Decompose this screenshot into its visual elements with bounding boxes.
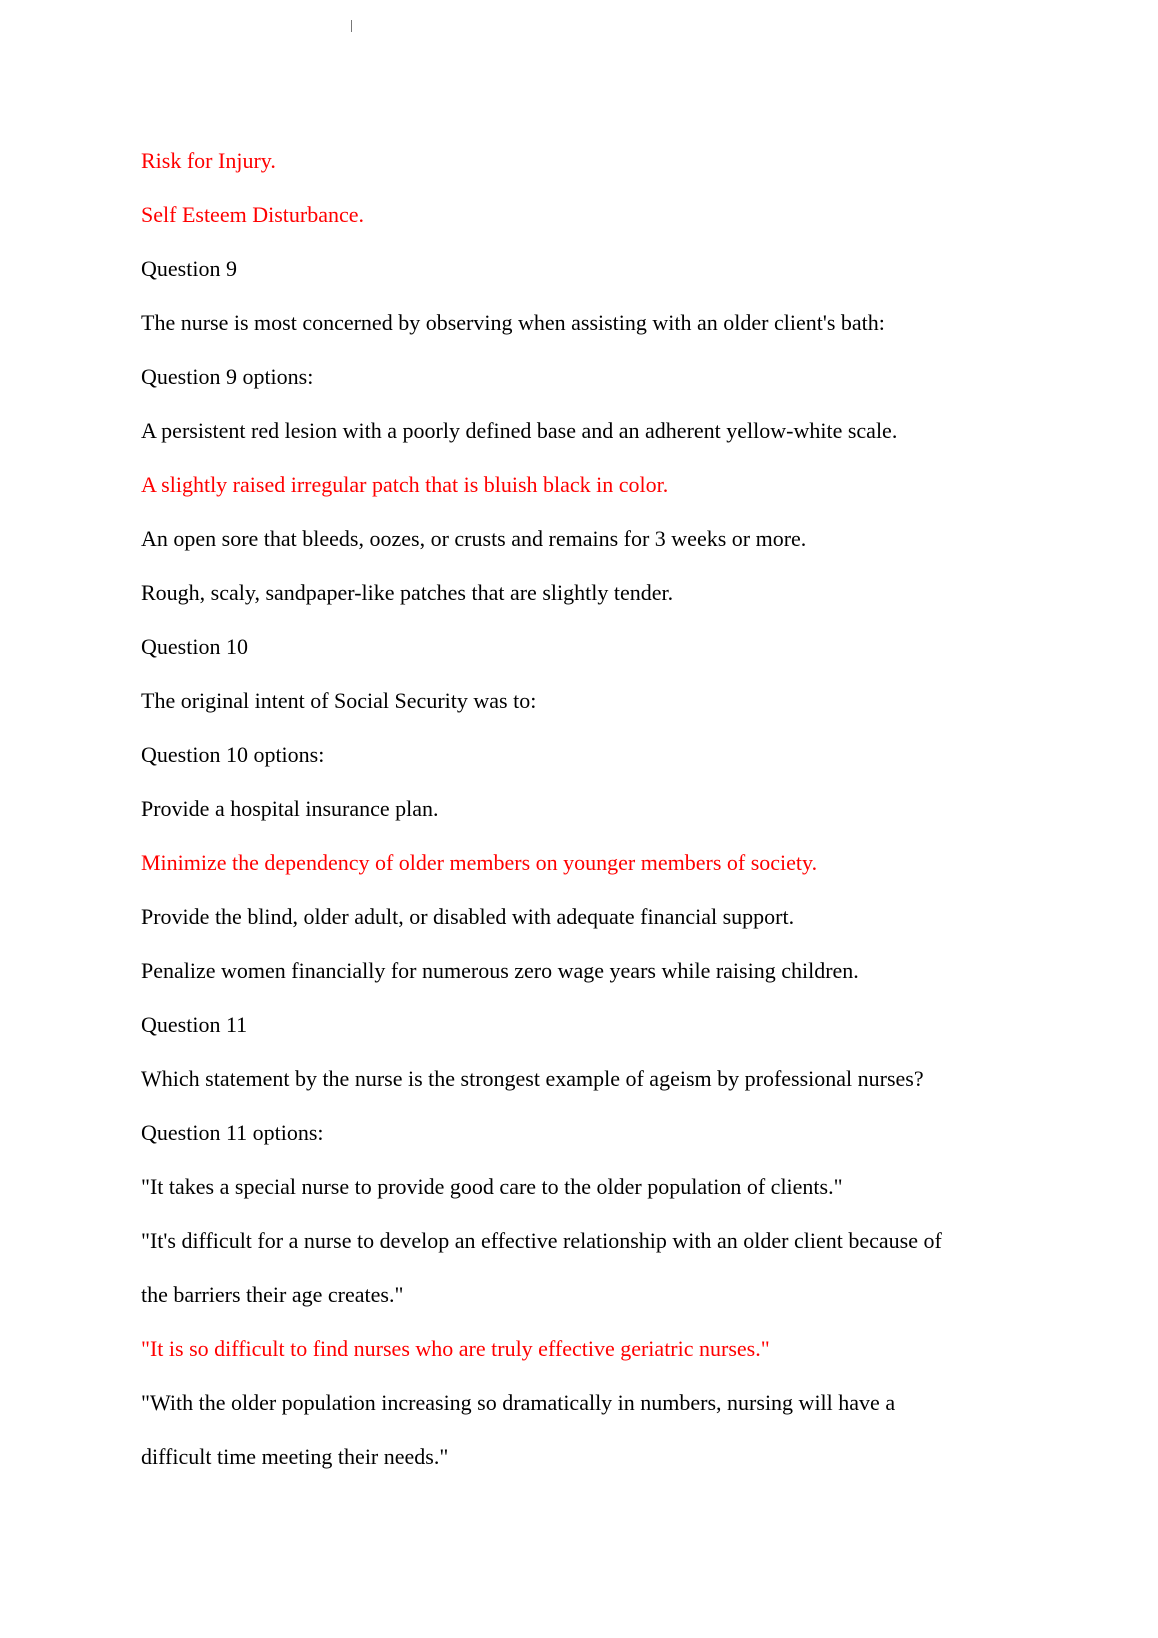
document-body <box>141 134 1021 1484</box>
question-10-text: The original intent of Social Security was to: <box>141 688 537 713</box>
question-11-option-b-line1: "It's difficult for a nurse to develop an effective relationship with an older client because of <box>141 1228 942 1253</box>
question-11-option-b-line2: the barriers their age creates." <box>141 1282 404 1307</box>
question-11-option-d-line1: "With the older population increasing so dramatically in numbers, nursing will have a <box>141 1390 896 1415</box>
question-9-option-d: Rough, scaly, sandpaper-like patches that are slightly tender. <box>141 580 674 605</box>
question-10-options-label: Question 10 options: <box>141 742 325 767</box>
question-9-option-b-answer: A slightly raised irregular patch that is bluish black in color. <box>141 472 669 497</box>
question-9-option-a: A persistent red lesion with a poorly defined base and an adherent yellow-white scale. <box>141 418 898 443</box>
question-10-option-d: Penalize women financially for numerous zero wage years while raising children. <box>141 958 859 983</box>
question-11-option-a: "It takes a special nurse to provide good care to the older population of clients." <box>141 1174 843 1199</box>
question-9-text: The nurse is most concerned by observing when assisting with an older client's bath: <box>141 310 885 335</box>
option-self-esteem-disturbance: Self Esteem Disturbance. <box>141 202 364 227</box>
question-9-heading: Question 9 <box>141 256 237 281</box>
option-risk-for-injury: Risk for Injury. <box>141 148 276 173</box>
question-10-option-b-answer: Minimize the dependency of older members on younger members of society. <box>141 850 818 875</box>
header-mark <box>351 20 352 32</box>
question-10-option-c: Provide the blind, older adult, or disabled with adequate financial support. <box>141 904 795 929</box>
question-9-option-c: An open sore that bleeds, oozes, or crusts and remains for 3 weeks or more. <box>141 526 807 551</box>
question-11-heading: Question 11 <box>141 1012 248 1037</box>
question-11-option-d-line2: difficult time meeting their needs." <box>141 1444 449 1469</box>
question-11-option-c-answer: "It is so difficult to find nurses who are truly effective geriatric nurses." <box>141 1336 770 1361</box>
question-10-option-a: Provide a hospital insurance plan. <box>141 796 439 821</box>
question-11-text: Which statement by the nurse is the strongest example of ageism by professional nurses? <box>141 1066 924 1091</box>
question-11-options-label: Question 11 options: <box>141 1120 324 1145</box>
question-9-options-label: Question 9 options: <box>141 364 314 389</box>
question-10-heading: Question 10 <box>141 634 248 659</box>
